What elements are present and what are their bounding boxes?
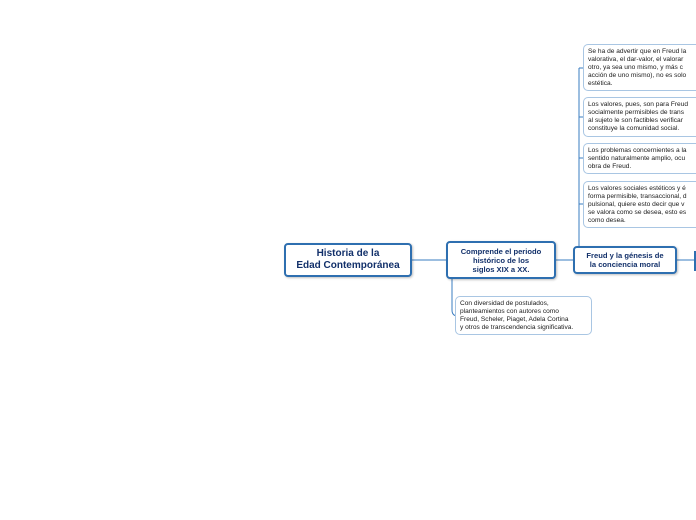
note-line: estética. bbox=[588, 80, 613, 88]
topic-node[interactable] bbox=[446, 241, 556, 279]
subtopic-node-line: Freud y la génesis de bbox=[586, 251, 664, 260]
subtopic-node[interactable] bbox=[573, 246, 677, 274]
note-line: Freud, Scheler, Piaget, Adela Cortina bbox=[460, 316, 569, 324]
note-line: como desea. bbox=[588, 217, 626, 225]
note-line: planteamientos con autores como bbox=[460, 308, 559, 316]
note-line: acción de uno mismo), no es solo bbox=[588, 72, 687, 80]
root-node-line: Edad Contemporánea bbox=[296, 260, 400, 271]
note-line: sentido naturalmente amplio, ocu bbox=[588, 155, 686, 163]
note-line: Se ha de advertir que en Freud la bbox=[588, 48, 687, 55]
topic-node-line: histórico de los bbox=[472, 255, 530, 265]
note-line: constituye la comunidad social. bbox=[588, 125, 680, 133]
root-node[interactable] bbox=[284, 243, 412, 277]
note-line: forma permisible, transaccional, d bbox=[588, 193, 687, 201]
note-line: otro, ya sea uno mismo, y más c bbox=[588, 64, 683, 72]
subtopic-node-line: la conciencia moral bbox=[589, 260, 661, 269]
note-line: al sujeto le son factibles verificar bbox=[588, 117, 683, 125]
note-line: se valora como se desea, esto es bbox=[588, 209, 687, 217]
freud-note-2[interactable] bbox=[583, 97, 696, 137]
note-line: socialmente permisibles de trans bbox=[588, 109, 685, 117]
note-line: Los valores, pues, son para Freud bbox=[588, 101, 689, 108]
topic-node-line: siglos XIX a XX. bbox=[472, 264, 530, 274]
freud-note-4[interactable] bbox=[583, 181, 696, 228]
note-line: pulsional, quiere esto decir que v bbox=[588, 201, 685, 209]
detail-note[interactable] bbox=[455, 296, 592, 335]
freud-note-3[interactable] bbox=[583, 143, 696, 174]
note-line: y otros de transcendencia significativa. bbox=[460, 324, 574, 332]
freud-note-1[interactable] bbox=[583, 44, 696, 91]
note-line: valorativa, el dar-valor, el valorar bbox=[588, 56, 684, 64]
note-line: Los valores sociales estéticos y é bbox=[588, 185, 686, 192]
note-line: Los problemas concernientes a la bbox=[588, 147, 687, 154]
note-line: obra de Freud. bbox=[588, 163, 632, 171]
root-node-line: Historia de la bbox=[316, 248, 380, 259]
note-line: Con diversidad de postulados, bbox=[460, 300, 549, 307]
topic-node-line: Comprende el periodo bbox=[460, 246, 542, 256]
